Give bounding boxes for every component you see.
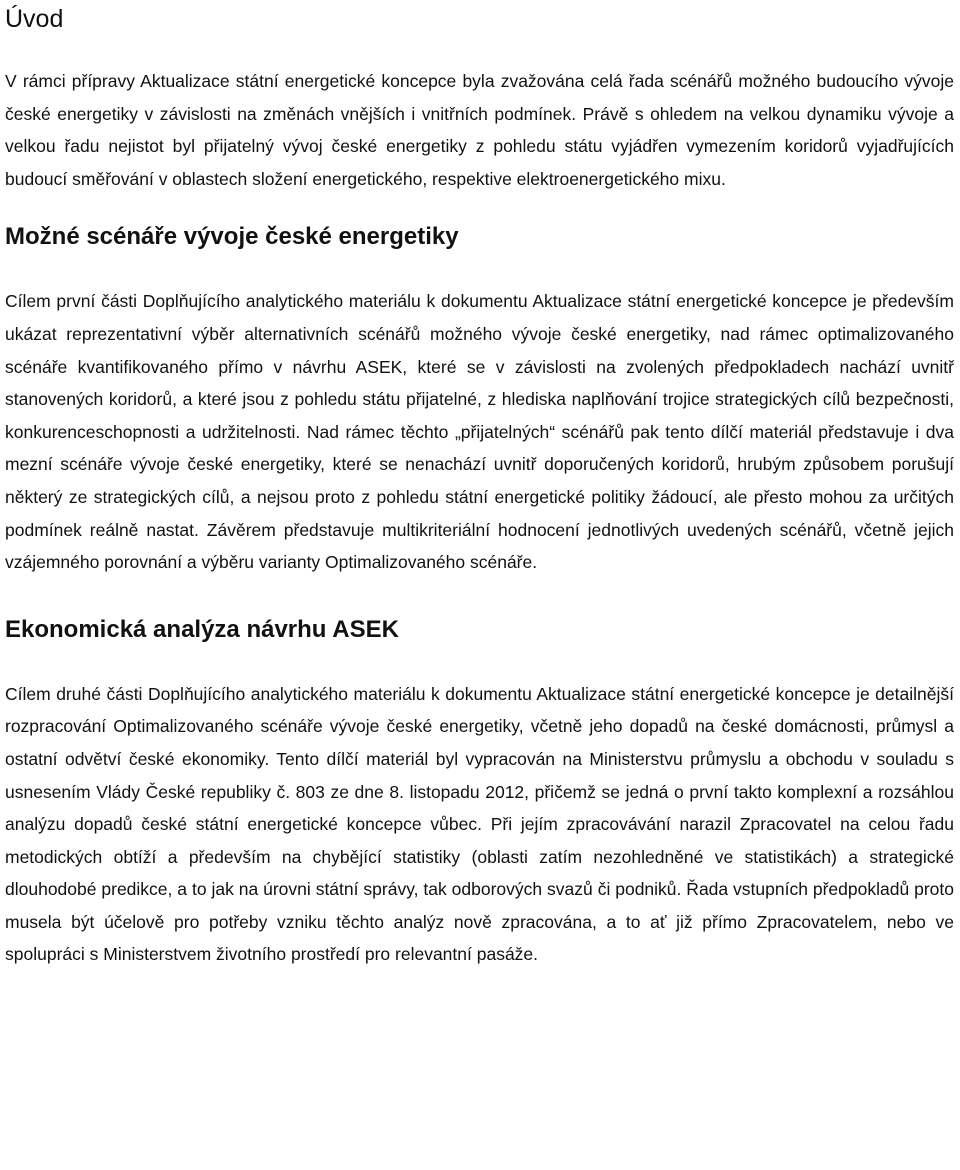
- section-heading-scenarios: Možné scénáře vývoje české energetiky: [5, 223, 459, 251]
- section-paragraph-economic-analysis: Cílem druhé části Doplňujícího analytického materiálu k dokumentu Aktualizace státní energetické koncepce je detailnější rozpracování Optimalizovaného scénáře vývoje české energetiky, včetně jeho dopadů na české domácnosti, průmysl a ostatní odvětví české ekonomiky. Tento dílčí materiál byl vypracován na Ministerstvu průmyslu a obchodu v souladu s usnesením Vlády České republiky č. 803 ze dne 8. listopadu 2012, přičemž se jedná o první takto komplexní a rozsáhlou analýzu dopadů české státní energetické koncepce vůbec. Při jejím zpracovávání narazil Zpracovatel na celou řadu metodických obtíží a především na chybějící statistiky (oblasti zatím nezohledněné ve statistikách) a strategické dlouhodobé predikce, a to jak na úrovni státní správy, tak odborových svazů či podniků. Řada vstupních předpokladů proto musela být účelově pro potřeby vzniku těchto analýz nově zpracována, a to ať již přímo Zpracovatelem, nebo ve spolupráci s Ministerstvem životního prostředí pro relevantní pasáže.: [5, 683, 954, 965]
- page-title: Úvod: [5, 5, 64, 33]
- section-economic-analysis: [5, 613, 954, 971]
- section-heading-economic-analysis: Ekonomická analýza návrhu ASEK: [5, 615, 399, 643]
- section-scenarios: [5, 220, 954, 578]
- intro-paragraph: V rámci přípravy Aktualizace státní energetické koncepce byla zvažována celá řada scénářů možného budoucího vývoje české energetiky v závislosti na změnách vnějších i vnitřních podmínek. Právě s ohledem na velkou dynamiku vývoje a velkou řadu nejistot byl přijatelný vývoj české energetiky z pohledu státu vyjádřen vymezením koridorů vyjadřujících budoucí směřování v oblastech složení energetického, respektive elektroenergetického mixu.: [5, 71, 954, 189]
- section-paragraph-scenarios: Cílem první části Doplňujícího analytického materiálu k dokumentu Aktualizace státní energetické koncepce je především ukázat reprezentativní výběr alternativních scénářů možného vývoje české energetiky, nad rámec optimalizovaného scénáře kvantifikovaného přímo v návrhu ASEK, které se v závislosti na zvolených předpokladech nachází uvnitř stanovených koridorů, a které jsou z pohledu státu přijatelné, z hlediska naplňování trojice strategických cílů bezpečnosti, konkurenceschopnosti a udržitelnosti. Nad rámec těchto „přijatelných“ scénářů pak tento dílčí materiál představuje i dva mezní scénáře vývoje české energetiky, které se nenachází uvnitř doporučených koridorů, hrubým způsobem porušují některý ze strategických cílů, a nejsou proto z pohledu státní energetické politiky žádoucí, ale přesto mohou za určitých podmínek reálně nastat. Závěrem představuje multikriteriální hodnocení jednotlivých uvedených scénářů, včetně jejich vzájemného porovnání a výběru varianty Optimalizovaného scénáře.: [5, 291, 954, 573]
